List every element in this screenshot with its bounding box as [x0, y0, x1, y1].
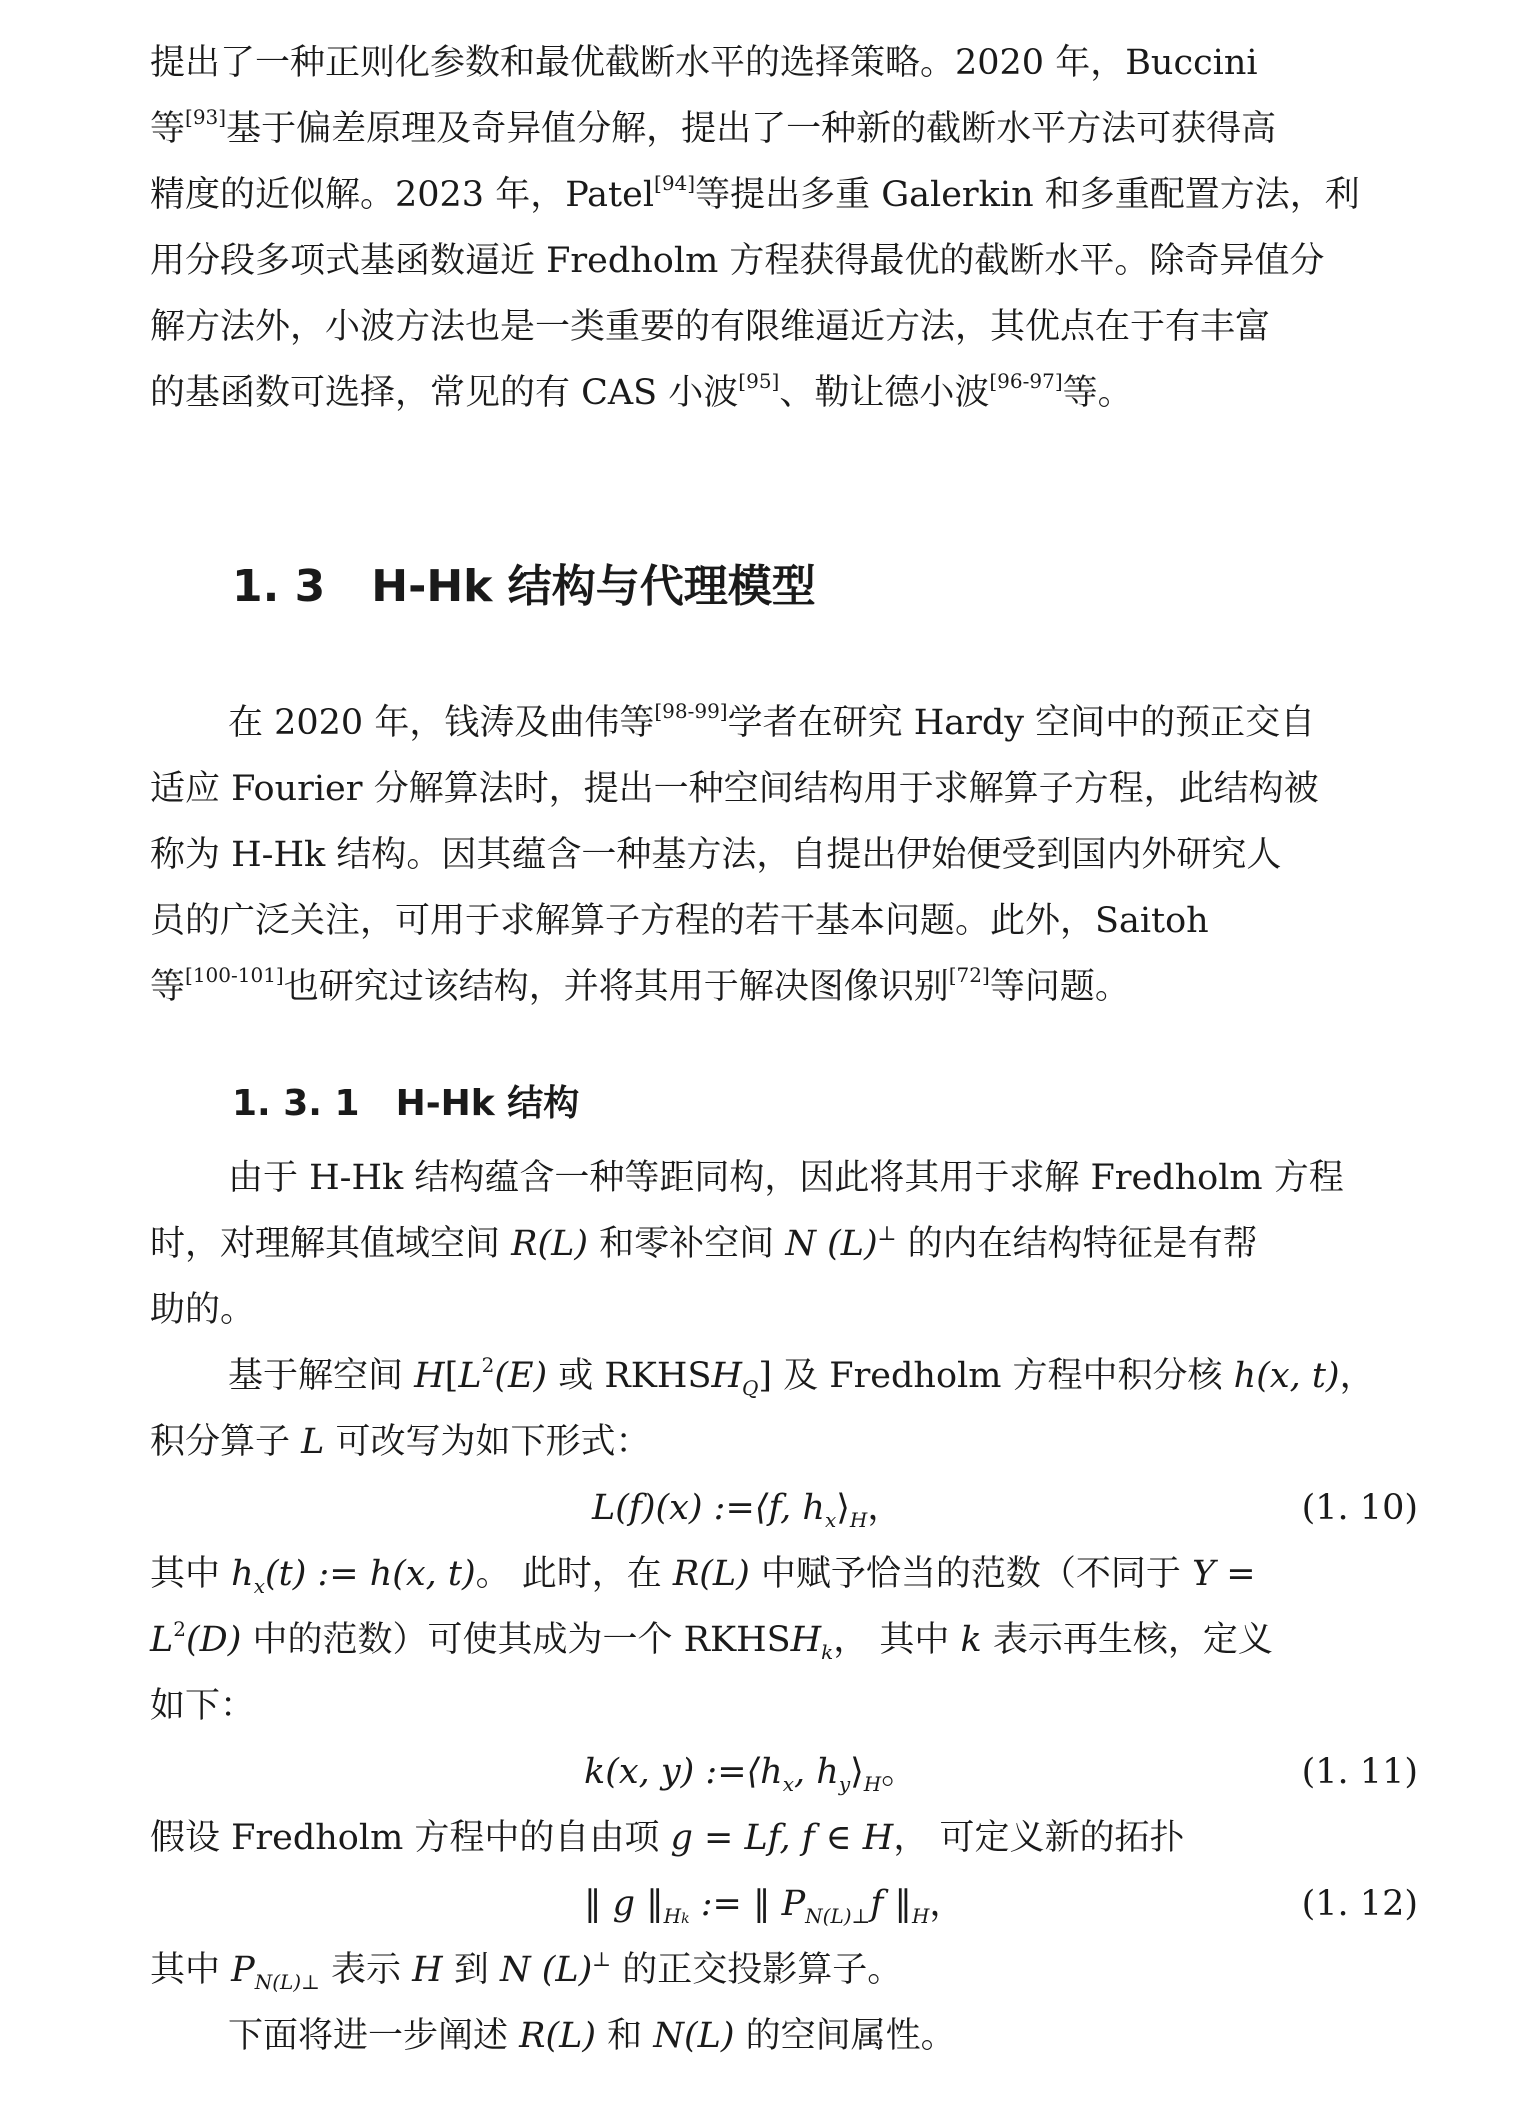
equation-1-10 — [150, 1475, 1418, 1541]
sub1-line-1: 由于 H-Hk 结构蕴含一种等距同构，因此将其用于求解 Fredholm 方程 — [228, 1158, 1344, 1198]
sub-paragraph-2 — [150, 1343, 1418, 1475]
section-paragraph — [150, 690, 1418, 1020]
equation-body: ‖ g $‖_{Hk}$ := ‖ $P_{N(L)\perp}f$ $‖_H$， — [584, 1884, 965, 1928]
citation: [98-99] — [654, 699, 728, 723]
sub1-line-3: 助的。 — [150, 1290, 256, 1330]
after110-line-3: 如下： — [150, 1686, 256, 1726]
citation: [94] — [654, 171, 696, 195]
equation-number: (1. 12) — [1301, 1884, 1418, 1924]
citation: [93] — [185, 105, 227, 129]
section-heading — [232, 550, 816, 614]
equation-body: k(x, y) $:=⟨h_x$, $h_y⟩_H$。 — [584, 1752, 917, 1796]
section-number: 1. 3 — [232, 561, 326, 612]
intro-line-6: 的基函数可选择，常见的有 CAS 小波[95]、勒让德小波[96-97]等。 — [150, 369, 1133, 413]
subsection-heading — [232, 1075, 579, 1126]
after110-line-1: 其中 $h_x(t)$ := h(x, t)。 此时，在 R(L) 中赋予恰当的范数（不同于 Y = — [150, 1554, 1256, 1598]
paragraph-after-eq-1-12 — [150, 1937, 1418, 2069]
equation-1-12 — [150, 1871, 1418, 1937]
subsection-title: H-Hk 结构 — [395, 1083, 580, 1124]
sub2-line-2: 积分算子 L 可改写为如下形式： — [150, 1422, 651, 1462]
equation-number: (1. 10) — [1301, 1488, 1418, 1528]
citation: [96-97] — [989, 369, 1063, 393]
equation-number: (1. 11) — [1301, 1752, 1418, 1792]
paragraph-after-eq-1-10 — [150, 1541, 1418, 1739]
intro-line-4: 用分段多项式基函数逼近 Fredholm 方程获得最优的截断水平。除奇异值分 — [150, 241, 1325, 281]
section-line-2: 适应 Fourier 分解算法时，提出一种空间结构用于求解算子方程，此结构被 — [150, 769, 1319, 809]
sub1-line-2: 时，对理解其值域空间 R(L) 和零补空间 N (L)⊥ 的内在结构特征是有帮 — [150, 1221, 1258, 1264]
intro-line-2: 等[93]基于偏差原理及奇异值分解，提出了一种新的截断水平方法可获得高 — [150, 105, 1277, 149]
equation-body: L(f)(x) :=⟨f, $h_x⟩_H$， — [592, 1488, 903, 1532]
intro-line-5: 解方法外，小波方法也是一类重要的有限维逼近方法，其优点在于有丰富 — [150, 307, 1271, 347]
sub-paragraph-1 — [150, 1145, 1418, 1343]
section-line-3: 称为 H-Hk 结构。因其蕴含一种基方法，自提出伊始便受到国内外研究人 — [150, 835, 1282, 875]
after110-line-2: $L^2(D)$ 中的范数）可使其成为一个 $RKHSH_k$， 其中 k 表示再生核，定义 — [150, 1617, 1273, 1664]
after112-line-1: 其中 $P_{N(L)\perp}$ 表示 H 到 N (L)⊥ 的正交投影算子。 — [150, 1947, 903, 1994]
after112-line-2: 下面将进一步阐述 R(L) 和 N(L) 的空间属性。 — [228, 2016, 956, 2056]
section-line-1: 在 2020 年，钱涛及曲伟等[98-99]学者在研究 Hardy 空间中的预正交自 — [228, 699, 1316, 743]
paragraph-after-eq-1-11 — [150, 1805, 1418, 1871]
intro-paragraph — [150, 30, 1418, 426]
citation: [72] — [948, 963, 990, 987]
intro-line-1: 提出了一种正则化参数和最优截断水平的选择策略。2020 年，Buccini — [150, 43, 1258, 83]
section-title: H-Hk 结构与代理模型 — [371, 561, 816, 612]
after111-line-1: 假设 Fredholm 方程中的自由项 g = Lf, f ∈ H， 可定义新的拓扑 — [150, 1818, 1185, 1858]
subsection-number: 1. 3. 1 — [232, 1083, 360, 1124]
sub2-line-1: 基于解空间 $H[L^2(E)$ 或 $RKHSH_Q$] 及 Fredholm 方程中积分核 h(x, t)， — [228, 1353, 1375, 1400]
section-line-5: 等[100-101]也研究过该结构，并将其用于解决图像识别[72]等问题。 — [150, 963, 1130, 1007]
equation-1-11 — [150, 1739, 1418, 1805]
intro-line-3: 精度的近似解。2023 年，Patel[94]等提出多重 Galerkin 和多重配置方法，利 — [150, 171, 1360, 215]
citation: [100-101] — [185, 963, 284, 987]
citation: [95] — [738, 369, 780, 393]
section-line-4: 员的广泛关注，可用于求解算子方程的若干基本问题。此外，Saitoh — [150, 901, 1209, 941]
